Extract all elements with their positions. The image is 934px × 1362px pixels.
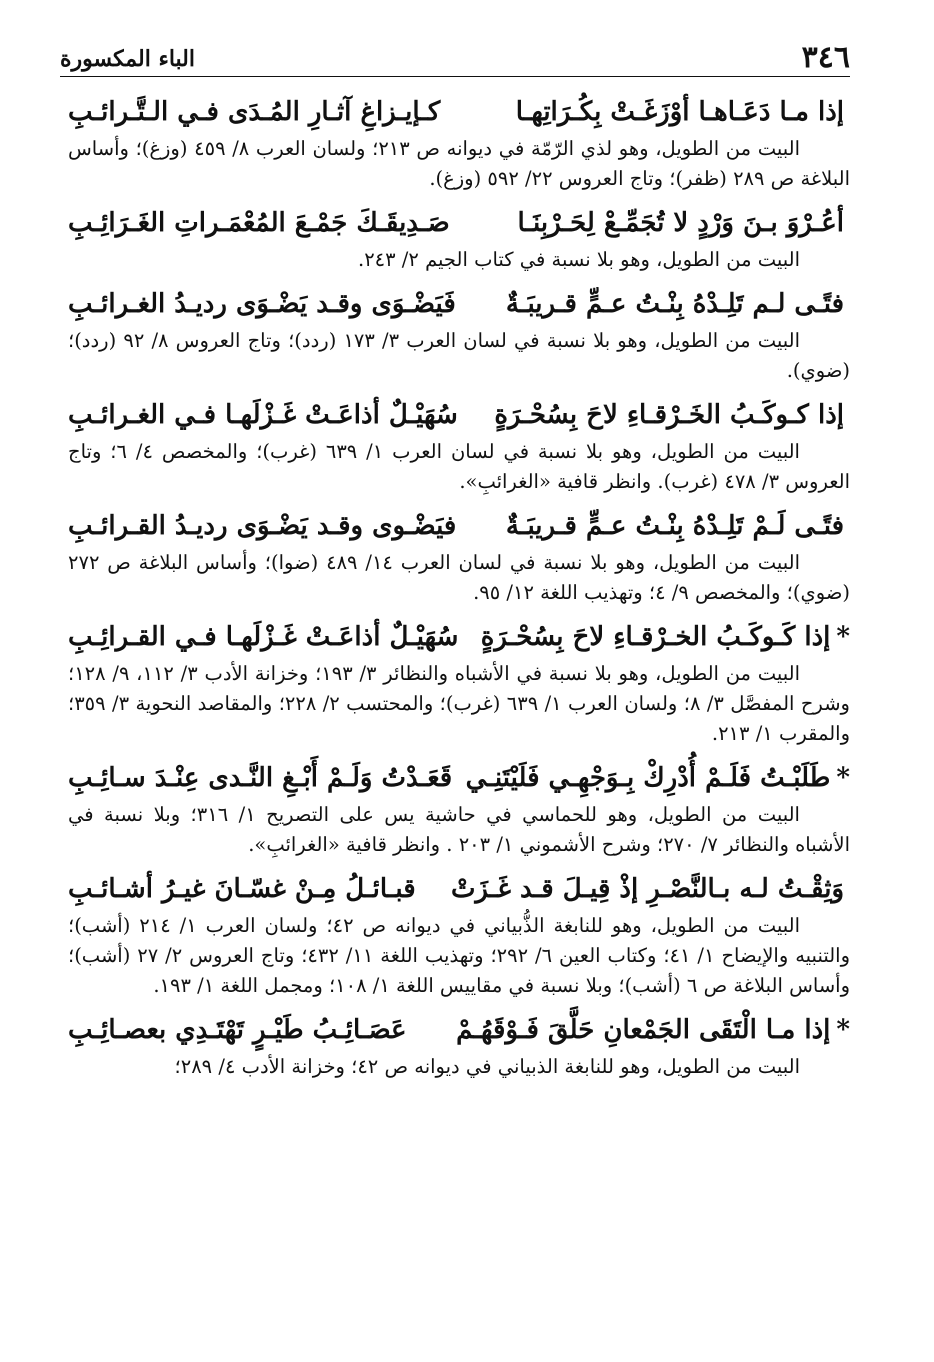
verse-line (68, 1008, 850, 1052)
verse-note: البيت من الطويل، وهو بلا نسبة في الأشباه والنظائر ٣/ ١٩٣؛ وخزانة الأدب ٣/ ١١٢، ٩/ ١٢٨؛ وشرح المفصَّل ٣/ ٨؛ ولسان العرب ١/ ٦٣٩ (غرب)؛ والمحتسب ٢/ ٢٢٨؛ والمقاصد النحوية ٣/ ٣٥٩؛ والمقرب ١/ ٢١٣. (68, 662, 850, 745)
verse-entry (68, 393, 850, 497)
verse-entry (68, 504, 850, 608)
running-title: الباء المكسورة (60, 46, 195, 72)
asterisk-marker: * (836, 763, 850, 793)
page-header (60, 36, 850, 77)
verse-line (68, 393, 850, 437)
verse-hemistich-first: فتًـى لَـمْ تَلِـدْهُ بِنْـتُ عـمٍّ قـريبَـةٌ (505, 511, 844, 541)
verse-line (68, 90, 850, 134)
verse-line (68, 201, 850, 245)
verse-note: البيت من الطويل، وهو بلا نسبة في لسان العرب ١٤/ ٤٨٩ (ضوا)؛ وأساس البلاغة ص ٢٧٢ (ضوي)؛ والمخصص ٩/ ٤؛ وتهذيب اللغة ١٢/ ٩٥. (68, 551, 850, 604)
verse-hemistich-first: وَثِقْـتُ لـه بـالنَّصْـرِ إذْ قِيـلَ قـد غَـزَتْ (450, 874, 844, 904)
verse-entry (68, 756, 850, 860)
verse-entry (68, 282, 850, 386)
verse-line (68, 867, 850, 911)
verse-hemistich-second: قبـائـلُ مِـنْ غسّـانَ غيـرُ أشـائـبِ (68, 874, 416, 904)
verse-line (68, 504, 850, 548)
verse-hemistich-second: فيَضْـوى وقـد يَضْـوَى رديـدُ القـرائـبِ (68, 511, 457, 541)
verse-entry (68, 867, 850, 1001)
verse-note: البيت من الطويل، وهو لذي الرّمّة في ديوانه ص ٢١٣؛ ولسان العرب ٨/ ٤٥٩ (وزغ)؛ وأساس البلاغة ص ٢٨٩ (ظفر)؛ وتاج العروس ٢٢/ ٥٩٢ (وزغ). (68, 137, 850, 190)
verse-hemistich-second: صَـدِيقَـكَ جَمْـعَ المُعْمَـراتِ الغَـرَائِـبِ (68, 208, 450, 238)
verse-entry (68, 1008, 850, 1082)
verse-hemistich-first: *طَلَبْـتُ فَلَـمْ أُدْرِكْ بِـوَجْهِـي فَلَيْتَنِـي (465, 763, 850, 793)
verse-hemistich-first: *إذا مـا الْتَقَى الجَمْعانِ حَلَّقَ فَـوْقَهُـمْ (456, 1015, 850, 1045)
verse-hemistich-second: قَعَـدْتُ وَلَـمْ أَبْـغِ النَّـدى عِنْـدَ سـائِـبِ (68, 763, 453, 793)
verse-hemistich-first: إذا مـا دَعَـاهـا أوْزَغَـتْ بِكُـرَاتِهـا (515, 97, 844, 127)
verse-entry (68, 615, 850, 749)
verse-entry (68, 201, 850, 275)
verse-line (68, 756, 850, 800)
verse-line (68, 615, 850, 659)
verse-hemistich-second: عَصَـائِـبُ طَيْـرٍ تَهْتَـدِي بعصـائِـبِ (68, 1015, 407, 1045)
verse-hemistich-first: فتًـى لـم تَلِـدْهُ بِنْـتُ عـمٍّ قـريبَـةٌ (505, 289, 844, 319)
verse-entry (68, 90, 850, 194)
verse-hemistich-first: أعُـرْوَ بـنَ وَرْدٍ لا تُجَمِّـعْ لِحَـرْبِنَـا (517, 208, 844, 238)
verse-hemistich-second: فَيَضْـوَى وقـد يَضْـوَى رديـدُ الغـرائـبِ (68, 289, 456, 319)
verse-hemistich-first: *إذا كَـوكَـبُ الخـرْقـاءِ لاحَ بِسُحْـرَةٍ (480, 622, 850, 652)
verse-note: البيت من الطويل، وهو للنابغة الذبياني في ديوانه ص ٤٢؛ وخزانة الأدب ٤/ ٢٨٩؛ (174, 1055, 800, 1078)
verse-note: البيت من الطويل، وهو بلا نسبة في لسان العرب ٣/ ١٧٣ (ردد)؛ وتاج العروس ٨/ ٩٢ (ردد)؛ (ضوي). (68, 329, 850, 382)
page-content (68, 90, 850, 1350)
asterisk-marker: * (836, 622, 850, 652)
verse-hemistich-second: سُهَيْـلٌ أذاعَـتْ غَـزْلَهـا فـي القـرائِـبِ (68, 622, 459, 652)
asterisk-marker: * (836, 1015, 850, 1045)
page-number: ٣٤٦ (801, 40, 850, 75)
verse-note: البيت من الطويل، وهو للحماسي في حاشية يس على التصريح ١/ ٣١٦؛ وبلا نسبة في الأشباه والنظائر ٧/ ٢٧٠؛ وشرح الأشموني ١/ ٢٠٣ . وانظر قافية «الغرائبِ». (68, 803, 850, 856)
verse-hemistich-second: سُهَيْـلٌ أذاعَـتْ غَـزْلَهـا فـي الغـرائـبِ (68, 400, 458, 430)
verse-hemistich-second: كـإيـزاغِ آثـارِ المُـدَى فـي الـتَّـرائـبِ (68, 97, 441, 127)
verse-note: البيت من الطويل، وهو بلا نسبة في لسان العرب ١/ ٦٣٩ (غرب)؛ والمخصص ٤/ ٦؛ وتاج العروس ٣/ ٤٧٨ (غرب). وانظر قافية «الغرائبِ». (68, 440, 850, 493)
verse-note: البيت من الطويل، وهو للنابغة الذُّبياني في ديوانه ص ٤٢؛ ولسان العرب ١/ ٢١٤ (أشب)؛ والتنبيه والإيضاح ١/ ٤١؛ وكتاب العين ٦/ ٢٩٢؛ وتهذيب اللغة ١١/ ٤٣٢؛ وتاج العروس ٢/ ٢٧ (أشب)؛ وأساس البلاغة ص ٦ (أشب)؛ وبلا نسبة في مقاييس اللغة ١/ ١٠٨؛ ومجمل اللغة ١/ ١٩٣. (68, 914, 850, 997)
verse-hemistich-first: إذا كـوكَـبُ الخَـرْقـاءِ لاحَ بِسُحْـرَةٍ (494, 400, 844, 430)
verse-line (68, 282, 850, 326)
verse-note: البيت من الطويل، وهو بلا نسبة في كتاب الجيم ٢/ ٢٤٣. (357, 248, 800, 271)
